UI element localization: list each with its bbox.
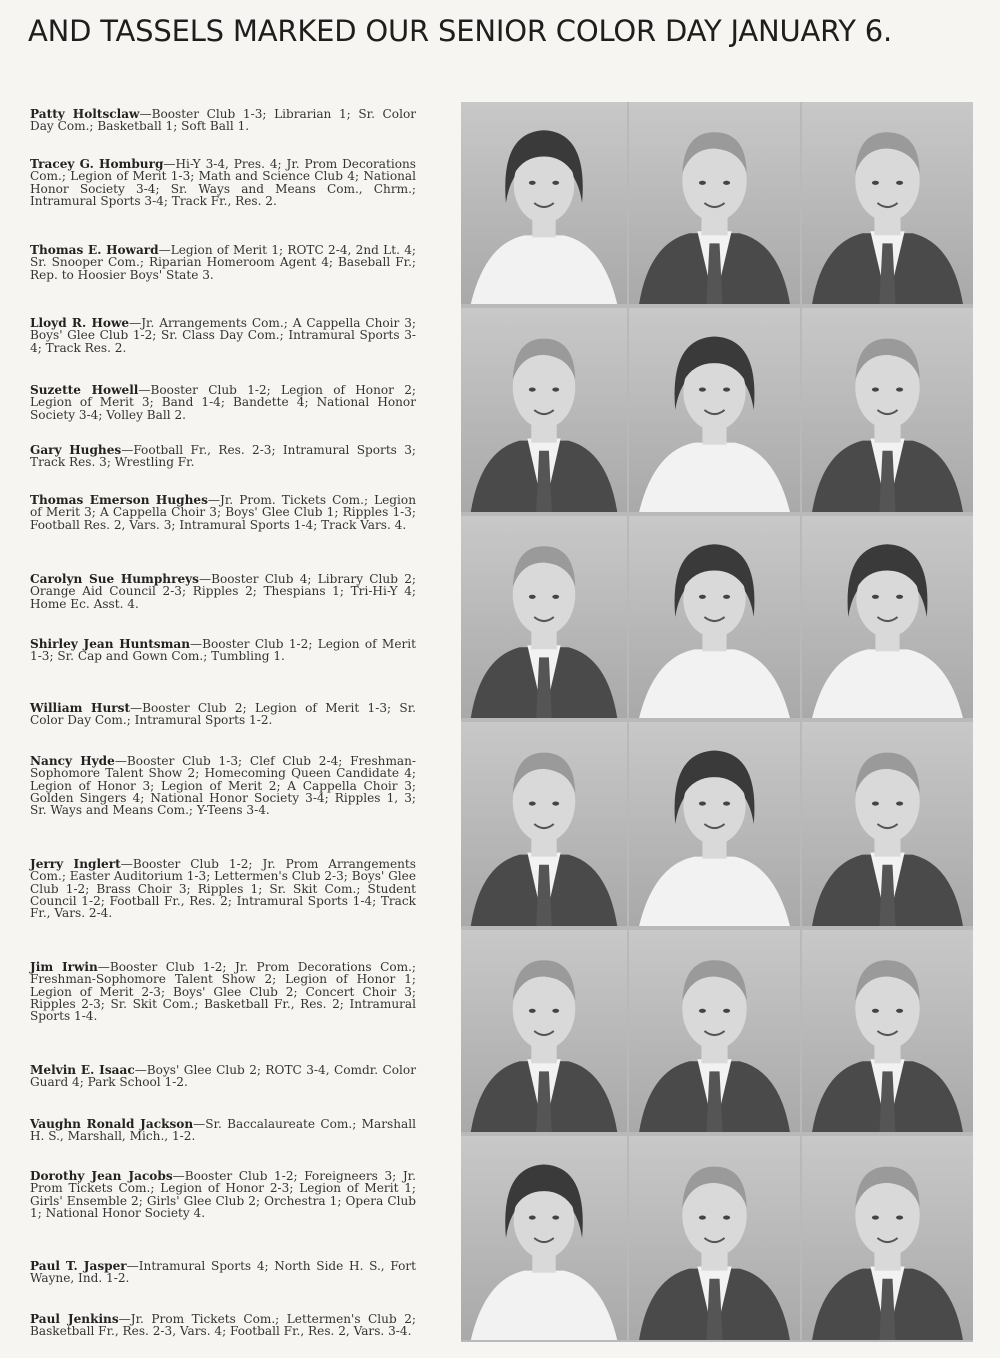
- student-portrait: [802, 516, 973, 718]
- portrait-grid: [461, 102, 973, 1342]
- student-name: William Hurst: [30, 701, 131, 716]
- student-name: Nancy Hyde: [30, 754, 115, 769]
- student-activities: —Booster Club 2; Legion of Merit 1-3; Sr. Color Day Com.; Intramural Sports 1-2.: [30, 701, 416, 728]
- student-activities: —Intramural Sports 4; North Side H. S., Fort Wayne, Ind. 1-2.: [30, 1259, 417, 1286]
- bio-entry: [30, 244, 416, 281]
- student-name: Vaughn Ronald Jackson: [30, 1117, 194, 1132]
- student-name: Paul T. Jasper: [30, 1259, 127, 1274]
- student-activities: —Booster Club 1-2; Jr. Prom Arrangements Com.; Easter Auditorium 1-3; Lettermen's Club 2-3; Boys' Glee Club 1-2; Brass Choir 3; Ripples 1; Sr. Skit Com.; Student Council 1-2; Football Fr., Res. 2; Intramural Sports 1-4; Track Fr., Vars. 2-4.: [30, 857, 416, 921]
- student-activities: —Booster Club 4; Library Club 2; Orange Aid Council 2-3; Ripples 2; Thespians 1; Tri-Hi-Y 4; Home Ec. Asst. 4.: [30, 572, 416, 611]
- student-activities: —Football Fr., Res. 2-3; Intramural Sports 3; Track Res. 3; Wrestling Fr.: [30, 443, 416, 470]
- student-name: Shirley Jean Huntsman: [30, 637, 191, 652]
- student-name: Tracey G. Homburg: [30, 157, 164, 172]
- student-activities: —Booster Club 1-2; Legion of Merit 1-3; Sr. Cap and Gown Com.; Tumbling 1.: [30, 637, 416, 664]
- bio-entry: [30, 1313, 416, 1338]
- student-portrait: [629, 516, 800, 718]
- student-activities: —Jr. Prom. Tickets Com.; Legion of Merit 3; A Cappella Choir 3; Boys' Glee Club 1; Ripples 1-3; Football Res. 2, Vars. 3; Intramural Sports 1-4; Track Vars. 4.: [30, 493, 416, 532]
- student-name: Jim Irwin: [30, 960, 98, 975]
- bio-entry: [30, 1170, 416, 1219]
- student-portrait: [629, 722, 800, 926]
- student-name: Thomas Emerson Hughes: [30, 493, 208, 508]
- student-portrait: [802, 102, 973, 304]
- student-portrait: [461, 1136, 627, 1340]
- bio-entry: [30, 702, 416, 727]
- student-activities: —Jr. Prom Tickets Com.; Lettermen's Club 2; Basketball Fr., Res. 2-3, Vars. 4; Football Fr., Res. 2, Vars. 3-4.: [30, 1312, 416, 1339]
- page-headline: AND TASSELS MARKED OUR SENIOR COLOR DAY JANUARY 6.: [28, 14, 893, 48]
- student-name: Thomas E. Howard: [30, 243, 159, 258]
- bio-entry: [30, 1260, 416, 1285]
- student-activities: —Booster Club 1-3; Clef Club 2-4; Freshman-Sophomore Talent Show 2; Homecoming Queen Candidate 4; Legion of Honor 3; Legion of Merit 2; A Cappella Choir 3; Golden Singers 4; National Honor Society 3-4; Ripples 1, 3; Sr. Ways and Means Com.; Y-Teens 3-4.: [30, 754, 416, 818]
- student-activities: —Boys' Glee Club 2; ROTC 3-4, Comdr. Color Guard 4; Park School 1-2.: [30, 1063, 416, 1090]
- student-portrait: [461, 930, 627, 1132]
- student-name: Jerry Inglert: [30, 857, 121, 872]
- bio-entry: [30, 494, 416, 531]
- student-portrait: [629, 308, 800, 512]
- student-activities: —Jr. Arrangements Com.; A Cappella Choir 3; Boys' Glee Club 1-2; Sr. Class Day Com.; Intramural Sports 3-4; Track Res. 2.: [30, 316, 416, 355]
- bio-entry: [30, 108, 416, 133]
- student-portrait: [461, 722, 627, 926]
- student-portrait: [461, 102, 627, 304]
- student-portrait: [802, 308, 973, 512]
- student-name: Suzette Howell: [30, 383, 139, 398]
- student-activities: —Legion of Merit 1; ROTC 2-4, 2nd Lt. 4; Sr. Snooper Com.; Riparian Homeroom Agent 4; Baseball Fr.; Rep. to Hoosier Boys' State 3.: [30, 243, 416, 282]
- student-portrait: [802, 930, 973, 1132]
- bio-entry: [30, 858, 416, 919]
- student-portrait: [629, 1136, 800, 1340]
- student-activities: —Booster Club 1-2; Foreigneers 3; Jr. Prom Tickets Com.; Legion of Honor 2-3; Legion of Merit 1; Girls' Ensemble 2; Girls' Glee Club 2; Orchestra 1; Opera Club 1; National Honor Society 4.: [30, 1169, 416, 1220]
- student-activities: —Sr. Baccalaureate Com.; Marshall H. S., Marshall, Mich., 1-2.: [30, 1117, 416, 1144]
- bio-entry: [30, 317, 416, 354]
- student-activities: —Booster Club 1-3; Librarian 1; Sr. Color Day Com.; Basketball 1; Soft Ball 1.: [30, 107, 417, 134]
- student-name: Gary Hughes: [30, 443, 122, 458]
- student-name: Melvin E. Isaac: [30, 1063, 135, 1078]
- bio-entry: [30, 755, 416, 816]
- student-portrait: [629, 102, 800, 304]
- student-name: Carolyn Sue Humphreys: [30, 572, 199, 587]
- student-portrait: [461, 516, 627, 718]
- bio-entry: [30, 573, 416, 610]
- bio-entry: [30, 158, 416, 207]
- student-portrait: [629, 930, 800, 1132]
- student-activities: —Booster Club 1-2; Legion of Honor 2; Legion of Merit 3; Band 1-4; Bandette 4; National Honor Society 3-4; Volley Ball 2.: [30, 383, 416, 422]
- student-portrait: [802, 722, 973, 926]
- student-name: Paul Jenkins: [30, 1312, 119, 1327]
- student-activities: —Booster Club 1-2; Jr. Prom Decorations Com.; Freshman-Sophomore Talent Show 2; Legion of Honor 1; Legion of Merit 2-3; Boys' Glee Club 2; Concert Choir 3; Ripples 2-3; Sr. Skit Com.; Basketball Fr., Res. 2; Intramural Sports 1-4.: [30, 960, 416, 1024]
- bio-entry: [30, 384, 416, 421]
- student-name: Lloyd R. Howe: [30, 316, 130, 331]
- student-portrait: [802, 1136, 973, 1340]
- bio-entry: [30, 961, 416, 1022]
- bio-entry: [30, 638, 416, 663]
- student-portrait: [461, 308, 627, 512]
- student-name: Dorothy Jean Jacobs: [30, 1169, 173, 1184]
- bio-entry: [30, 1064, 416, 1089]
- student-name: Patty Holtsclaw: [30, 107, 140, 122]
- student-activities: —Hi-Y 3-4, Pres. 4; Jr. Prom Decorations Com.; Legion of Merit 1-3; Math and Science Club 4; National Honor Society 3-4; Sr. Ways and Means Com., Chrm.; Intramural Sports 3-4; Track Fr., Res. 2.: [30, 157, 416, 208]
- bio-entry: [30, 444, 416, 469]
- bio-entry: [30, 1118, 416, 1143]
